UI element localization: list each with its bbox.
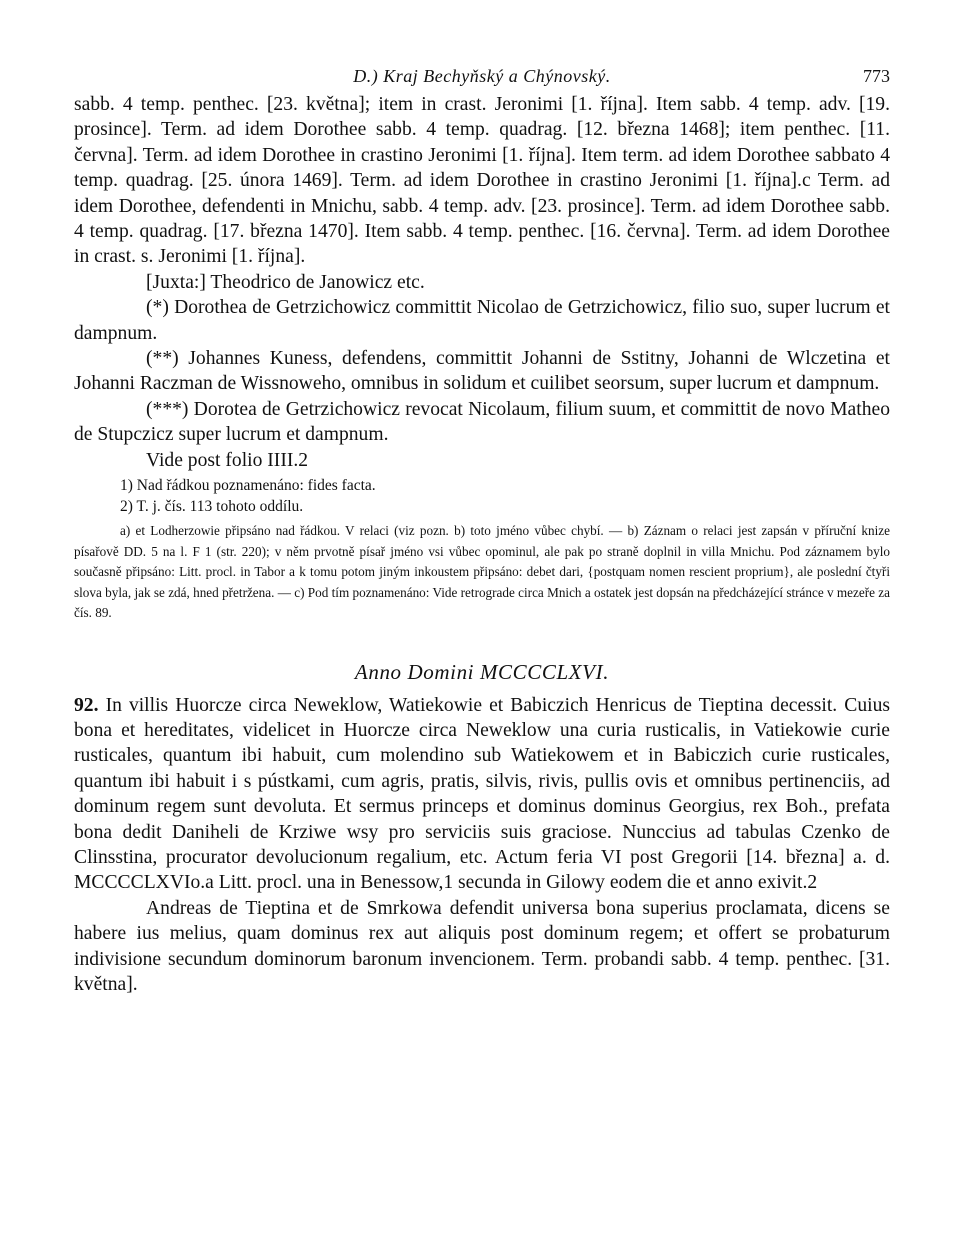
section-title: Anno Domini MCCCCLXVI. xyxy=(354,659,610,684)
page-number: 773 xyxy=(863,66,890,86)
paragraph-note-3: (***) Dorotea de Getrzichowicz revocat Nicolaum, filium suum, et committit de novo Matheo de Stupczicz super lucrum et dampnum. xyxy=(74,398,890,446)
footnote-2: 2) T. j. čís. 113 tohoto oddílu. xyxy=(120,498,304,516)
document-page xyxy=(74,56,890,997)
running-title: D.) Kraj Bechyňský a Chýnovský. xyxy=(353,66,611,86)
footnote-1: 1) Nad řádkou poznamenáno: fides facta. xyxy=(120,477,376,495)
paragraph-juxta: [Juxta:] Theodrico de Janowicz etc. xyxy=(146,271,425,293)
paragraph-vide: Vide post folio IIII.2 xyxy=(146,449,309,471)
paragraph-continuation: sabb. 4 temp. penthec. [23. května]; item in crast. Jeronimi [1. října]. Item sabb. 4 temp. adv. [19. prosince]. Term. ad idem Dorothee sabb. 4 temp. quadrag. [12. března 1468]; item penthec. [11. června]. Term. ad idem Dorothee in crastino Jeronimi [1. října]. Item term. ad idem Dorothee sabbato 4 temp. quadrag. [25. února 1469]. Term. ad idem Dorothee in crastino Jeronimi [1. října].c Term. ad idem Dorothee, defendenti in Mnichu, sabb. 4 temp. adv. [23. prosince]. Term. ad idem Dorothee sabb. 4 temp. quadrag. [17. března 1470]. Item sabb. 4 temp. penthec. [16. června]. Term. ad idem Dorothee in crast. s. Jeronimi [1. října]. xyxy=(74,94,890,268)
entry-92-defense: Andreas de Tieptina et de Smrkowa defendit universa bona superius proclamata, dicens se habere ius melius, quam dominus rex aut aliquis post dominum regem; et offert se probaturum indivisione secundum dominorum baronum invencionem. Term. probandi sabb. 4 temp. penthec. [31. května]. xyxy=(74,897,890,996)
entry-number: 92. xyxy=(74,694,99,716)
entry-text: In villis Huorcze circa Neweklow, Watiekowie et Babiczich Henricus de Tieptina decessit. Cuius bona et hereditates, videlicet in Huorcze circa Neweklow una curia rusticalis, in Vatiekowie curie rusticales, quantum ibi habuit, cum molendino sub Watiekowem et in Babiczich curie rusticales, quantum ibi habuit i s pústkami, cum agris, pratis, silvis, rivis, pullis ovis et omnibus pertinenciis, ad dominum regem sunt devoluta. Et sermus princeps et dominus dominus Georgius, rex Boh., prefata bona dedit Daniheli de Krziwe wsy pro serviciis suis graciose. Nunccius ad tabulas Czenko de Clinsstina, procurator devolucionum regalium, etc. Actum feria VI post Gregorii [14. března] a. d. MCCCCLXVIo.a Litt. procl. una in Benessow,1 secunda in Gilowy eodem die et anno exivit.2 xyxy=(74,694,890,894)
paragraph-note-2: (**) Johannes Kuness, defendens, committit Johanni de Sstitny, Johanni de Wlczetina et Johanni Raczman de Wissnoweho, omnibus in solidum et cuilibet seorsum, super lucrum et dampnum. xyxy=(74,348,890,395)
paragraph-note-1: (*) Dorothea de Getrzichowicz committit Nicolao de Getrzichowicz, filio suo, super lucrum et dampnum. xyxy=(74,297,890,344)
page-header xyxy=(74,56,890,92)
entry-92 xyxy=(74,693,890,896)
footnote-letters: a) et Lodherzowie připsáno nad řádkou. V relaci (viz pozn. b) toto jméno vůbec chybí. — b) Záznam o relaci jest zapsán v příruční knize písařově DD. 5 na l. F 1 (str. 220); v něm prvotně písař jméno vsi vůbec opominul, ale pak po straně doplnil in villa Mnichu. Pod záznamem bylo současně připsáno: Litt. procl. in Tabor a k tomu potom jiným inkoustem připsáno: debet dari, {postquam nomen rescient proprium}, ale poslední čtyři slova byla, jak se zdá, hned přetržena. — c) Pod tím poznamenáno: Vide retrograde circa Mnich a ostatek jest dopsán na předcházející stránce v mezeře za čís. 89. xyxy=(74,523,890,621)
